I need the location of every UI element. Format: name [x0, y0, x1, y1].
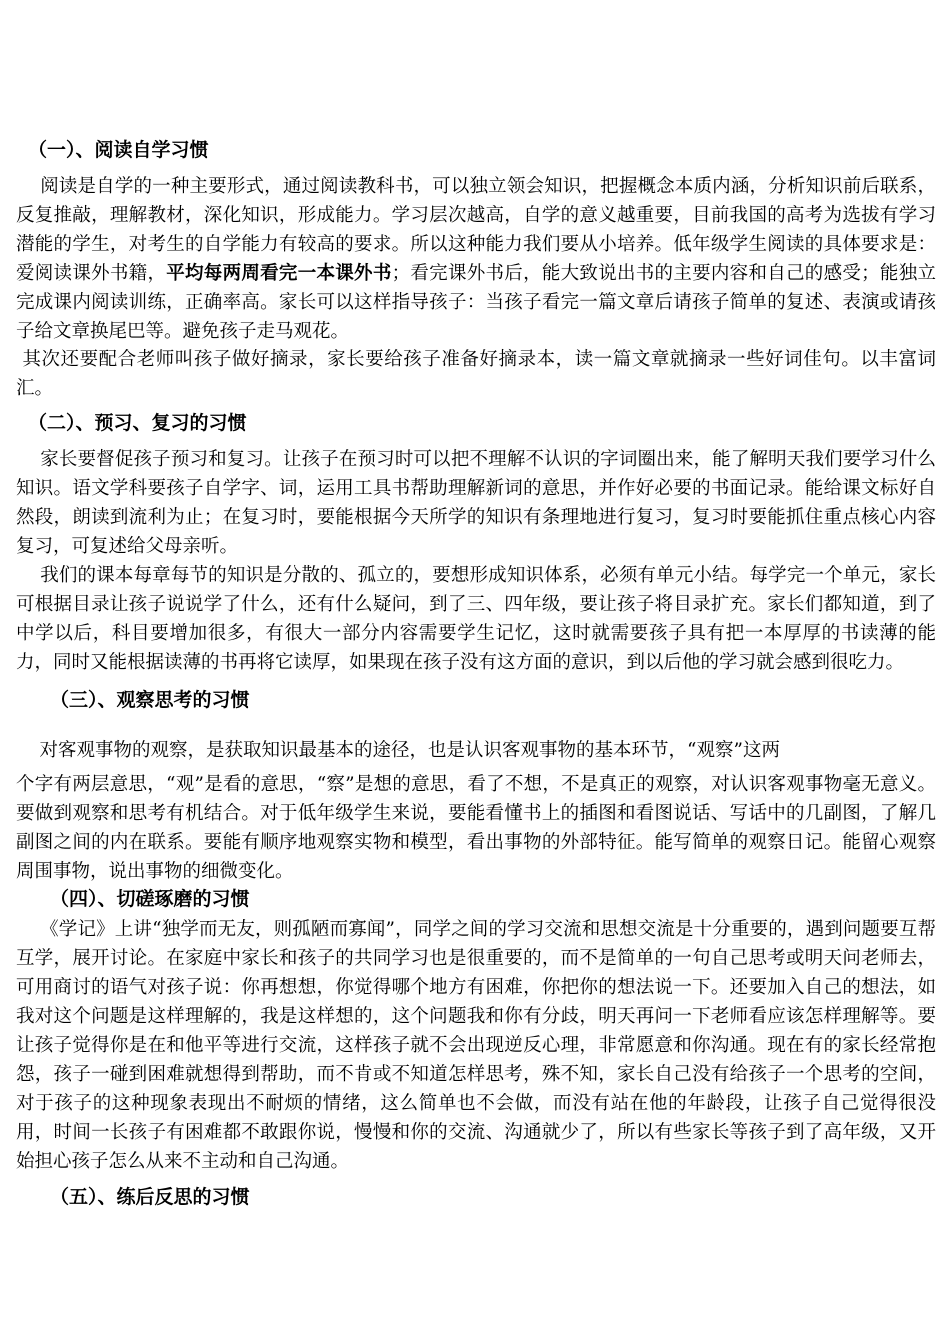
section-2-paragraph-2: 我们的课本每章每节的知识是分散的、孤立的，要想形成知识体系，必须有单元小结。每学完一个单元，家长可根据目录让孩子说说学了什么，还有什么疑问，到了三、四年级，要让孩子将目录扩充。家长们都知道，到了中学以后，科目要增加很多，有很大一部分内容需要学生记忆，这时就需要孩子具有把一本厚厚的书读薄的能力，同时又能根据读薄的书再将它读厚，如果现在孩子没有这方面的意识，到以后他的学习就会感到很吃力。 — [16, 565, 936, 673]
section-1-paragraph-2: 其次还要配合老师叫孩子做好摘录，家长要给孩子准备好摘录本，读一篇文章就摘录一些好词佳句。以丰富词汇。 — [16, 349, 936, 399]
section-2-heading: （二）、预习、复习的习惯 — [28, 412, 247, 434]
section-3-heading: （三）、观察思考的习惯 — [50, 689, 250, 711]
section-1-heading: （一）、阅读自学习惯 — [28, 139, 209, 161]
section-1-paragraph-1-tail: ；看完课外书后，能大致说出书的主要内容和自己的感受；能独立完成课内阅读训练，正确率高。家长可以这样指导孩子：当孩子看完一篇文章后请孩子简单的复述、表演或请孩子给文章换尾巴等。避免孩子走马观花。 — [16, 263, 936, 342]
section-3-paragraph-2: 个字有两层意思，“观”是看的意思，“察”是想的意思，看了不想，不是真正的观察，对认识客观事物毫无意义。要做到观察和思考有机结合。对于低年级学生来说，要能看懂书上的插图和看图说话、写话中的几副图，了解几副图之间的内在联系。要能有顺序地观察实物和模型，看出事物的外部特征。能写简单的观察日记。能留心观察周围事物，说出事物的细微变化。 — [16, 774, 936, 882]
section-2-paragraph-1: 家长要督促孩子预习和复习。让孩子在预习时可以把不理解不认识的字词圈出来，能了解明天我们要学习什么知识。语文学科要孩子自学字、词，运用工具书帮助理解新词的意思，并作好必要的书面记录。能给课文标好自然段，朗读到流利为止；在复习时，要能根据今天所学的知识有条理地进行复习，复习时要能抓住重点核心内容复习，可复述给父母亲听。 — [16, 449, 936, 557]
section-4-paragraph-1: 《学记》上讲“独学而无友，则孤陋而寡闻”，同学之间的学习交流和思想交流是十分重要的，遇到问题要互帮互学，展开讨论。在家庭中家长和孩子的共同学习也是很重要的，而不是简单的一句自己思考或明天问老师去，可用商讨的语气对孩子说：你再想想，你觉得哪个地方有困难，你把你的想法说一下。还要加入自己的想法，如我对这个问题是这样理解的，我是这样想的，这个问题我和你有分歧，明天再问一下老师看应该怎样理解等。要让孩子觉得你是在和他平等进行交流，这样孩子就不会出现逆反心理，非常愿意和你沟通。现在有的家长经常抱怨，孩子一碰到困难就想得到帮助，而不肯或不知道怎样思考，殊不知，家长自己没有给孩子一个思考的空间，对于孩子的这种现象表现出不耐烦的情绪，这么简单也不会做，而没有站在他的年龄段，让孩子自己觉得很没用，时间一长孩子有困难都不敢跟你说，慢慢和你的交流、沟通就少了，所以有些家长等孩子到了高年级，又开始担心孩子怎么从来不主动和自己沟通。 — [16, 919, 937, 1172]
section-5-heading: （五）、练后反思的习惯 — [50, 1186, 250, 1208]
section-4-heading: （四）、切磋琢磨的习惯 — [50, 888, 250, 910]
section-1-paragraph-1-text: 阅读是自学的一种主要形式，通过阅读教科书，可以独立领会知识，把握概念本质内涵，分析知识前后联系，反复推敲，理解教材，深化知识，形成能力。学习层次越高，自学的意义越重要，目前我国的高考为选拔有学习潜能的学生，对考生的自学能力有较高的要求。所以这种能力我们要从小培养。低年级学生阅读的具体要求是：爱阅读课外书籍， — [16, 176, 936, 284]
section-1-bold-phrase: 平均每两周看完一本课外书 — [166, 263, 392, 284]
section-3-paragraph-1: 对客观事物的观察，是获取知识最基本的途径，也是认识客观事物的基本环节，“观察”这两 — [16, 740, 780, 761]
section-1-paragraph-1 — [16, 172, 936, 346]
